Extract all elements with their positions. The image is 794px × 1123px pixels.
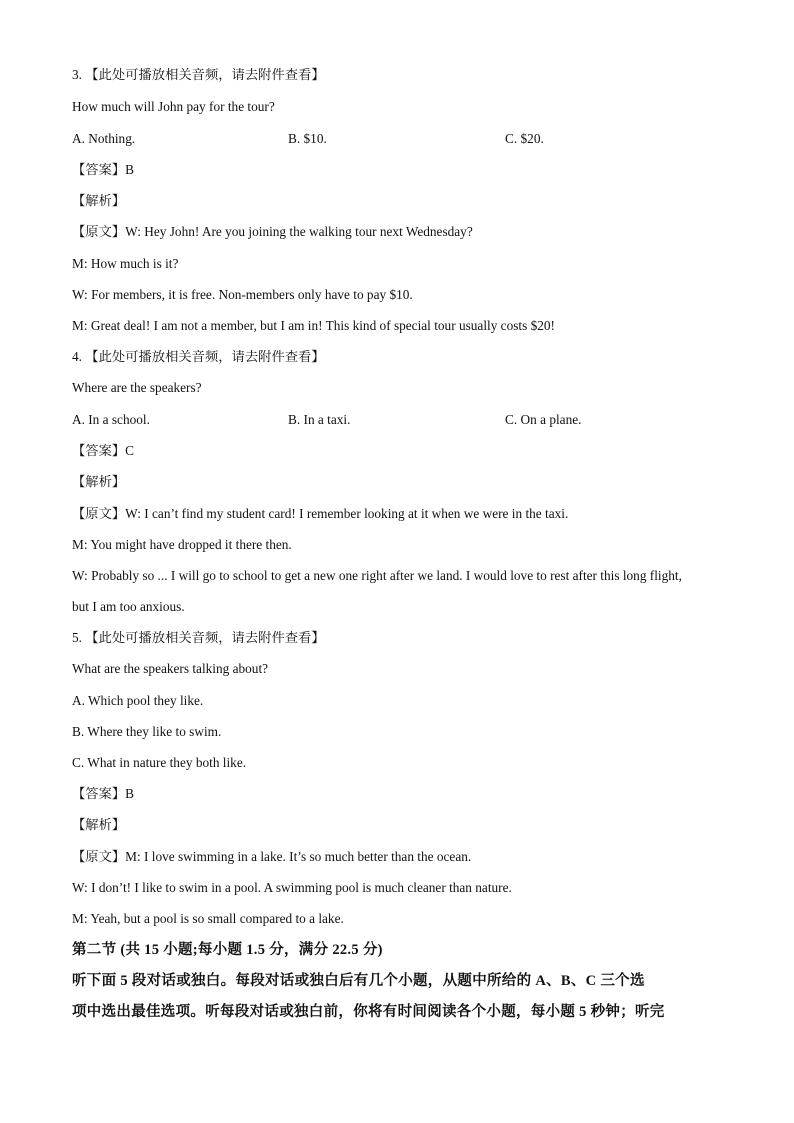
question-5-answer: 【答案】B [72,786,135,801]
question-5-option-a: A. Which pool they like. [72,693,204,708]
question-3-transcript-line: W: For members, it is free. Non-members only have to pay $10. [72,287,413,302]
question-4-answer: 【答案】C [72,443,135,458]
question-5-option-c: C. What in nature they both like. [72,755,247,770]
question-4-text: Where are the speakers? [72,380,202,395]
question-4-option-b: B. In a taxi. [288,412,351,427]
question-5-text: What are the speakers talking about? [72,661,269,676]
question-4-transcript-line: M: You might have dropped it there then. [72,537,292,552]
question-4-heading: 4. 【此处可播放相关音频，请去附件查看】 [72,349,325,364]
question-3-transcript-line: 【原文】W: Hey John! Are you joining the walking tour next Wednesday? [72,224,473,239]
question-4-transcript-line: W: Probably so ... I will go to school to get a new one right after we land. I would love to rest after this long flight, [72,568,682,583]
question-3-text: How much will John pay for the tour? [72,99,275,114]
section-2-instructions-line: 听下面 5 段对话或独白。每段对话或独白后有几个小题，从题中所给的 A、B、C 三个选 [72,973,645,989]
section-2-title: 第二节 (共 15 小题;每小题 1.5 分，满分 22.5 分) [72,942,383,958]
question-4-option-c: C. On a plane. [505,412,582,427]
question-3-transcript-line: M: Great deal! I am not a member, but I am in! This kind of special tour usually costs $20! [72,318,555,333]
question-3-transcript-line: M: How much is it? [72,256,179,271]
question-5-analysis: 【解析】 [72,817,126,832]
question-4-option-a: A. In a school. [72,412,150,427]
question-4-transcript-line: 【原文】W: I can’t find my student card! I remember looking at it when we were in the taxi. [72,506,569,521]
question-4-analysis: 【解析】 [72,474,126,489]
question-3-analysis: 【解析】 [72,193,126,208]
question-3-option-b: B. $10. [288,131,327,146]
question-5-option-b: B. Where they like to swim. [72,724,222,739]
question-4-transcript-line: but I am too anxious. [72,599,185,614]
question-3-heading: 3. 【此处可播放相关音频，请去附件查看】 [72,67,325,82]
section-2-instructions-line: 项中选出最佳选项。听每段对话或独白前，你将有时间阅读各个小题，每小题 5 秒钟；听完 [72,1004,665,1020]
question-5-transcript-line: W: I don’t! I like to swim in a pool. A swimming pool is much cleaner than nature. [72,880,512,895]
question-5-heading: 5. 【此处可播放相关音频，请去附件查看】 [72,630,325,645]
question-5-transcript-line: 【原文】M: I love swimming in a lake. It’s so much better than the ocean. [72,849,472,864]
question-3-option-c: C. $20. [505,131,544,146]
question-5-transcript-line: M: Yeah, but a pool is so small compared to a lake. [72,911,344,926]
question-3-answer: 【答案】B [72,162,135,177]
question-3-option-a: A. Nothing. [72,131,136,146]
